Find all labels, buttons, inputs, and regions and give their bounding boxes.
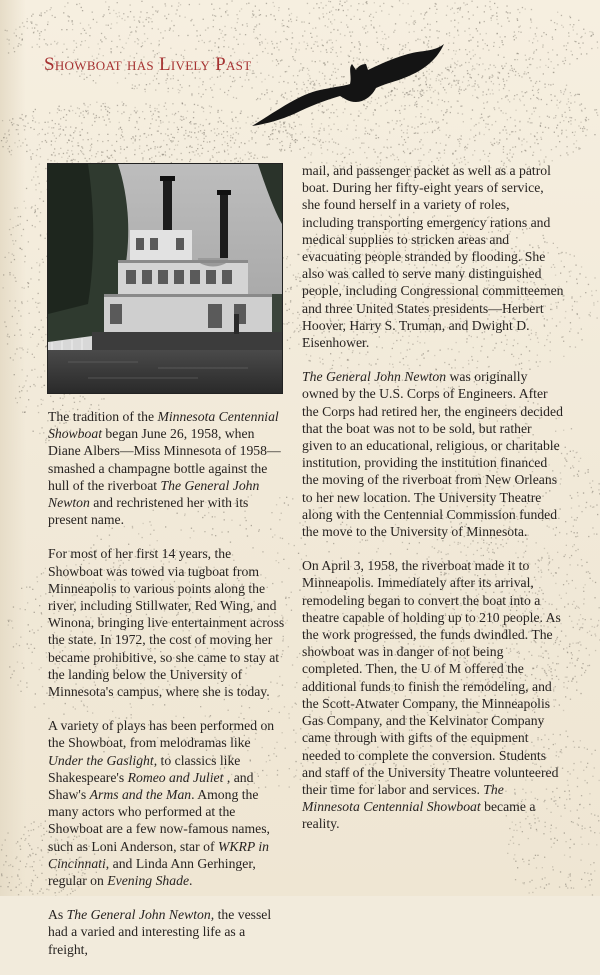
paragraph-towing: For most of her first 14 years, the Showboat was towed via tugboat from Minneapolis to various points along the river, including Stillwater, Red Wing, and Winona, bringing live entertainment across the state. In 1972, the cost of moving her became prohibitive, so she came to stay at the landing below the University of Minnesota's campus, where she is today. [48,546,285,700]
page-title: Showboat has Lively Past [44,54,252,75]
paragraph-plays: A variety of plays has been performed on the Showboat, from melodramas like Under the Gaslight, to classics like Shakespeare's Romeo and Juliet , and Shaw's Arms and the Man. Among the many actors who performed at the Showboat are a few now-famous names, such as Loni Anderson, star of WKRP in Cincinnati, and Linda Ann Gerhinger, regular on Evening Shade. [48,718,275,889]
left-text-column [48,408,288,975]
riverboat-image [48,164,282,393]
paragraph-tradition: The tradition of the Minnesota Centennial Showboat began June 26, 1958, when Diane Albers—Miss Minnesota of 1958—smashed a champagne bottle against the hull of the riverboat The General John Newton and rechristened her with its present name. [48,409,281,528]
paragraph-corps-of-engineers: The General John Newton was originally owned by the U.S. Corps of Engineers. After the Corps had retired her, the engineers decided that the boat was not to be sold, but rather given to an educational, religious, or charitable institution, providing the institution financed the moving of the riverboat from New Orleans to her new location. The University Theatre along with the Centennial Commission funded the move to the University of Minnesota. [302,369,563,540]
bat-silhouette-icon [248,40,448,132]
paragraph-service: mail, and passenger packet as well as a patrol boat. During her fifty-eight years of service, she found herself in a variety of roles, including transporting emergency rations and medical supplies to stricken areas and evacuating people stranded by flooding. She also was called to serve many distinguished people, including Congressional committeemen and three United States presidents—Herbert Hoover, Harry S. Truman, and Dwight D. Eisenhower. [302,163,564,351]
paragraph-remodeling: On April 3, 1958, the riverboat made it to Minneapolis. Immediately after its arrival, remodeling began to convert the boat into a theatre capable of holding up to 210 people. As the work progressed, the funds dwindled. The showboat was in danger of not being completed. Then, the U of M offered the additional funds to finish the remodeling, and the Scott-Atwater Company, the Minneapolis Gas Company, and the Kelvinator Company came through with gifts of the equipment needed to complete the conversion. Students and staff of the University Theatre volunteered their time for labor and services. The Minnesota Centennial Showboat became a reality. [302,558,561,832]
paragraph-vessel-life: As The General John Newton, the vessel had a varied and interesting life as a freight, [48,907,272,957]
riverboat-photo [47,163,283,394]
right-text-column [302,162,564,850]
